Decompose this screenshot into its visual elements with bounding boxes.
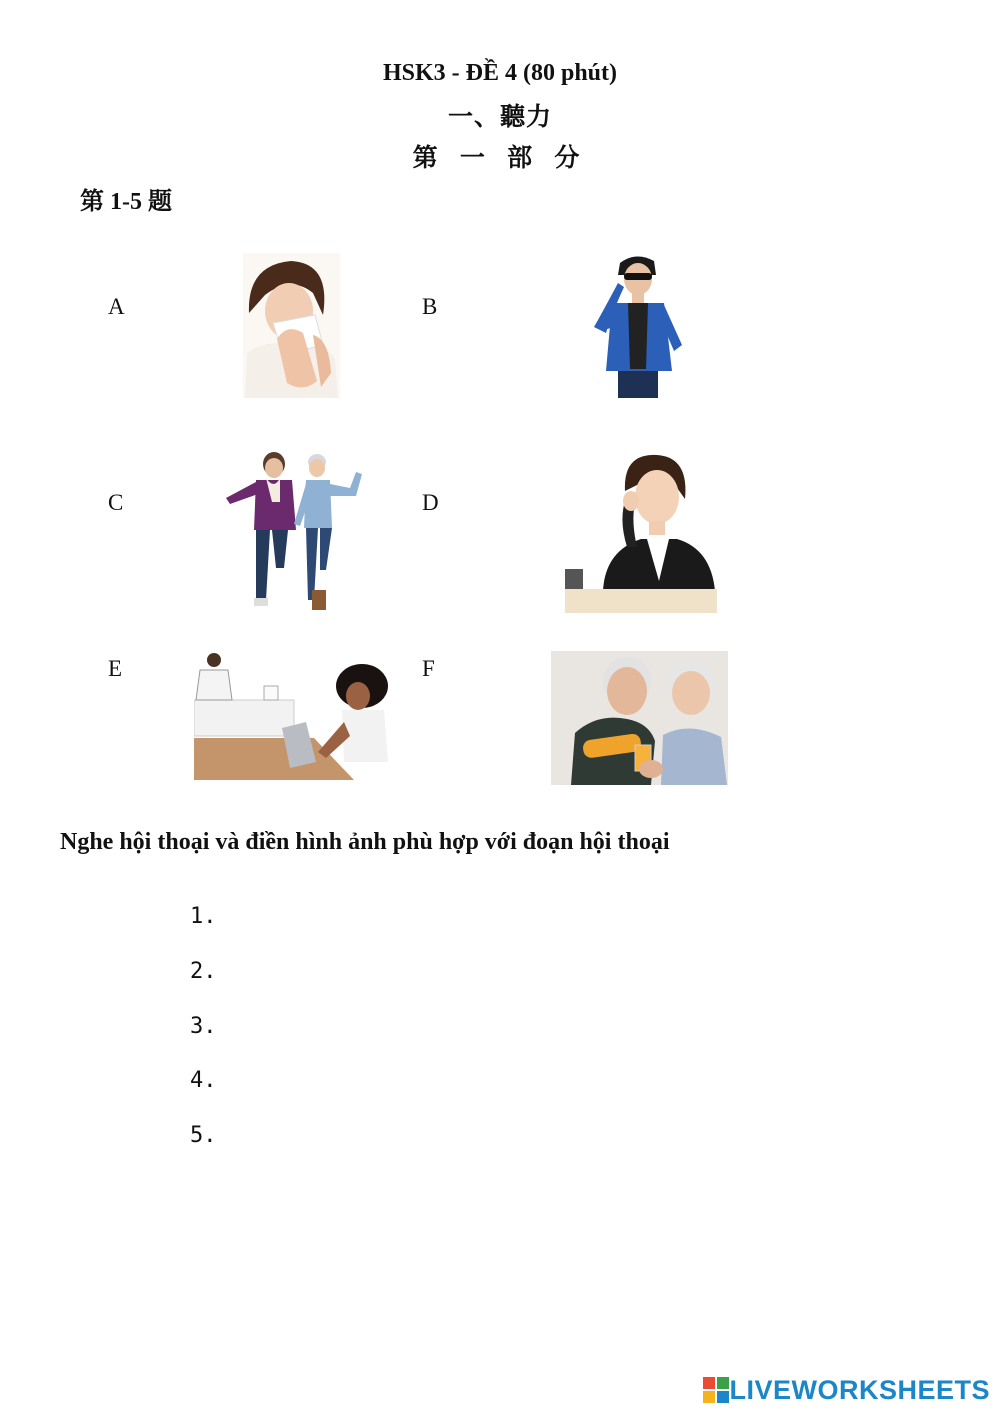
option-b-image (588, 253, 688, 398)
option-b-label: B (422, 294, 438, 319)
option-e-label: E (108, 656, 123, 681)
answer-1-label: 1. (190, 904, 217, 929)
brand-text: LIVEWORKSHEETS (729, 1374, 990, 1405)
answer-2-label: 2. (190, 959, 217, 984)
option-e-image (194, 652, 389, 780)
test-title: HSK3 - ĐỀ 4 (80 phút) (382, 60, 618, 86)
instruction-text: Nghe hội thoại và điền hình ảnh phù hợp với đoạn hội thoại (60, 829, 670, 855)
section-title: 一、聽力 (447, 104, 552, 131)
question-range: 第 1-5 题 (80, 189, 172, 215)
liveworksheets-logo-icon (703, 1377, 729, 1403)
answer-5-label: 5. (190, 1123, 217, 1148)
option-a-label: A (108, 294, 125, 319)
answer-3-label: 3. (190, 1014, 217, 1039)
option-c-label: C (108, 490, 124, 515)
liveworksheets-logo (703, 1375, 990, 1405)
option-f-label: F (422, 656, 435, 681)
option-a-image (243, 253, 340, 398)
option-d-image (565, 451, 717, 613)
part-title: 第 一 部 分 (412, 145, 588, 172)
option-d-label: D (422, 490, 439, 515)
option-c-image (222, 450, 362, 612)
option-f-image (551, 651, 728, 785)
answer-4-label: 4. (190, 1068, 217, 1093)
